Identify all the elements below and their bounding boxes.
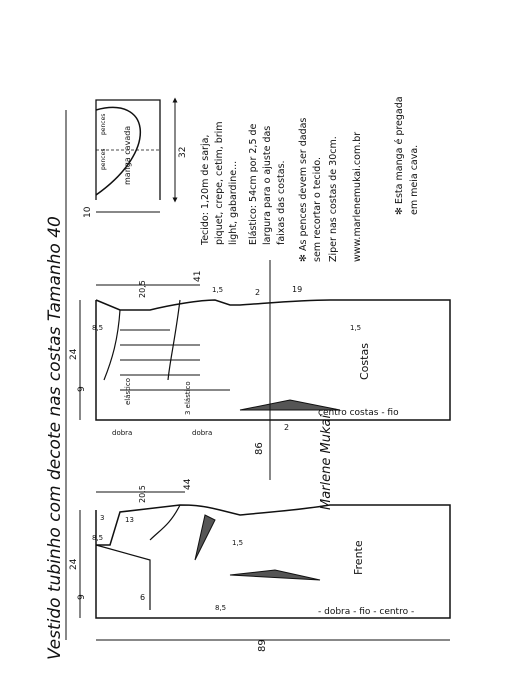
- sleeve-marker-1: pences: [100, 113, 107, 135]
- note-line: ✻ As pences devem ser dadas: [298, 117, 309, 262]
- signature: Marlene Mukai: [319, 414, 334, 510]
- back-fold-label: dobra: [192, 429, 213, 437]
- front-label: Frente: [352, 540, 365, 575]
- front-measure: 13: [125, 516, 134, 524]
- back-measure: 1,5: [350, 324, 362, 332]
- note-line: piquet, crepe, cetim, brim: [214, 121, 225, 245]
- front-measure: 44: [183, 478, 193, 490]
- length-label: 86: [254, 442, 265, 455]
- front-measure: 9: [77, 594, 87, 600]
- back-label: Costas: [358, 343, 371, 380]
- front-measure: 3: [100, 514, 105, 522]
- note-line: largura para o ajuste das: [262, 125, 273, 245]
- sleeve-height: 10: [83, 206, 93, 218]
- back-measure: 2: [255, 288, 261, 297]
- front-measure: 24: [69, 558, 79, 570]
- note-line: sem recortar o tecido.: [312, 157, 323, 262]
- front-measure: 20,5: [138, 485, 147, 503]
- back-elastic-label: elástico: [124, 377, 132, 405]
- back-measure: 20,5: [138, 280, 147, 298]
- bottom-width-label: 89: [257, 639, 268, 652]
- note-line: www.marlenemukai.com.br: [352, 131, 363, 262]
- back-fold-line: centro costas - fio: [318, 408, 399, 418]
- sleeve-note-line: em meia cava.: [409, 144, 420, 215]
- sleeve-width: 32: [178, 146, 188, 158]
- sleeve-note-line: ✻ Esta manga é pregada: [394, 96, 405, 215]
- note-line: light, gabardine...: [228, 160, 239, 245]
- front-fold-line: - dobra - fio - centro -: [318, 607, 415, 617]
- back-measure: 8,5: [92, 324, 104, 332]
- note-line: Tecido: 1,20m de sarja,: [200, 134, 211, 245]
- back-measure: 9: [77, 386, 87, 392]
- front-measure: 8,5: [215, 604, 227, 612]
- note-line: Elástico: 54cm por 2,5 de: [248, 123, 259, 245]
- front-measure: 8,5: [92, 534, 104, 542]
- front-measure: 1,5: [232, 539, 244, 547]
- back-measure: 1,5: [212, 286, 224, 294]
- back-measure: 24: [69, 348, 79, 360]
- back-elastic-label-2: 3 elástico: [184, 381, 192, 415]
- back-fold-label: dobra: [112, 429, 133, 437]
- pattern-title: Vestido tubinho com decote nas costas Tamanho 40: [45, 216, 65, 660]
- note-line: Ziper nas costas de 30cm.: [328, 136, 339, 262]
- back-measure: 41: [193, 270, 203, 282]
- back-measure: 2: [284, 423, 290, 432]
- sleeve-marker-2: pences: [100, 148, 107, 170]
- note-line: faixas das costas.: [276, 160, 287, 245]
- back-measure: 19: [292, 285, 303, 294]
- sleeve-label: manga cavada: [123, 125, 132, 185]
- front-measure: 6: [140, 593, 146, 602]
